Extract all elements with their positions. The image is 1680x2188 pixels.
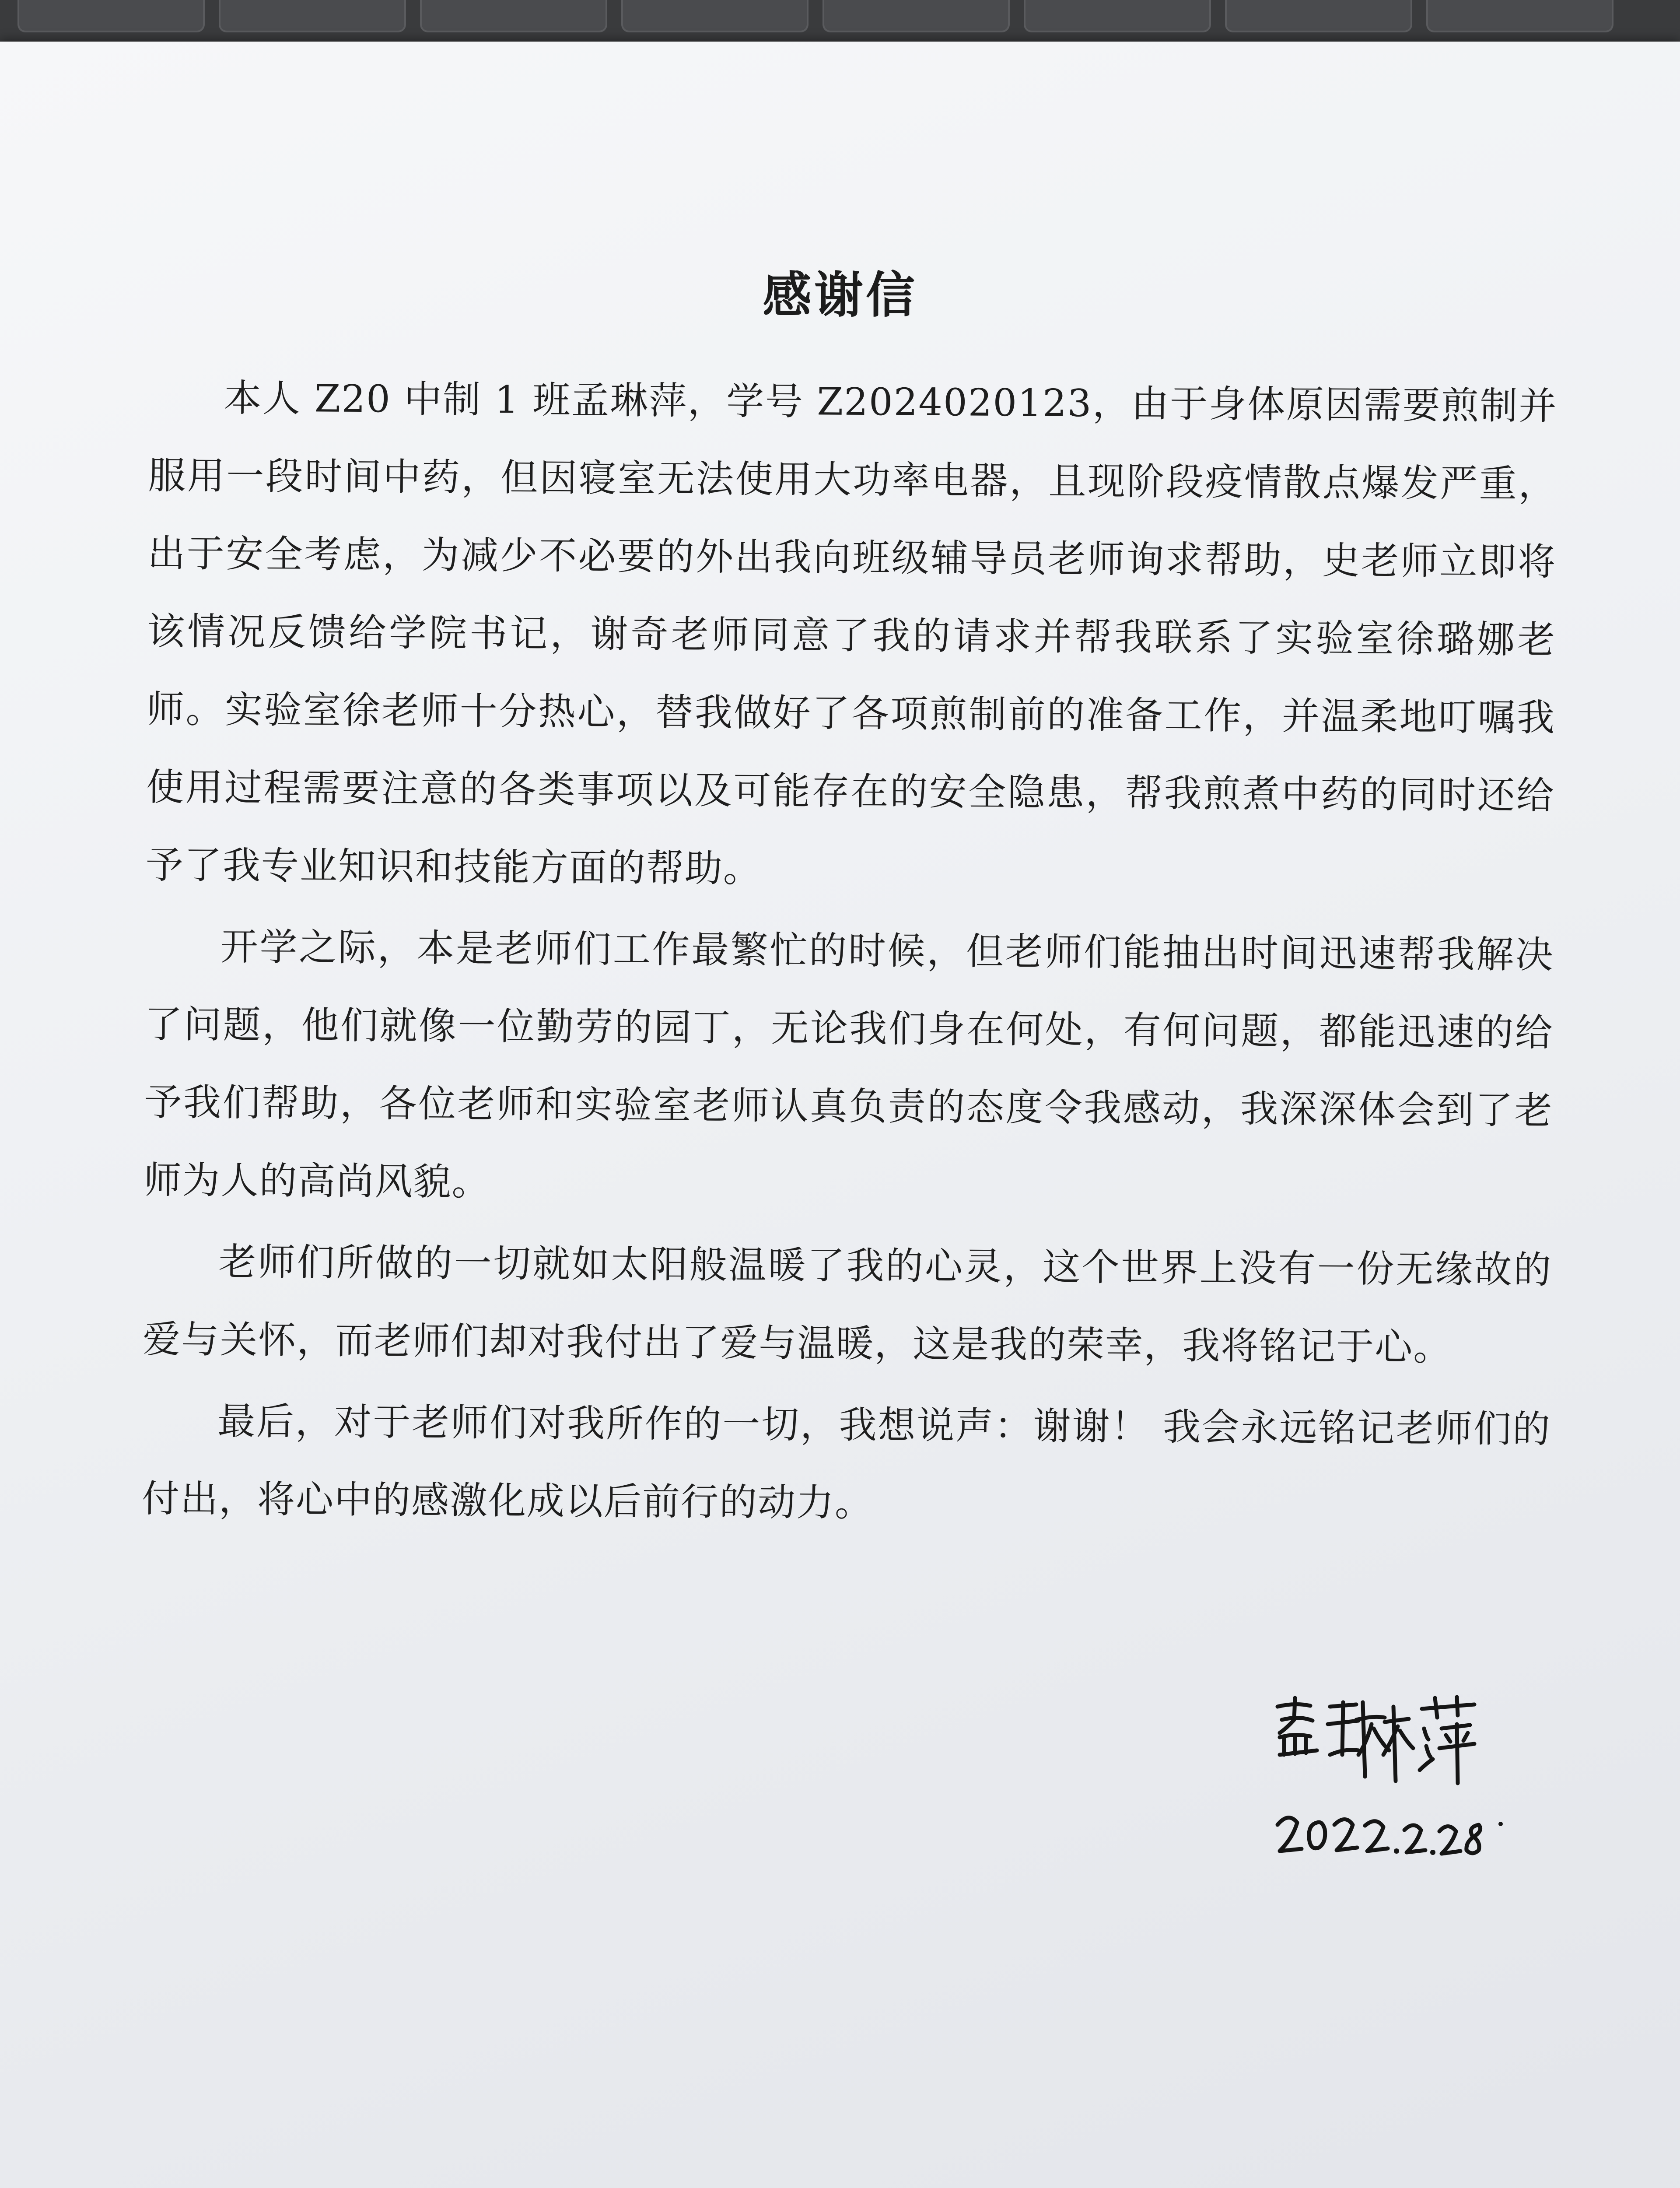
letter-title: 感谢信 — [763, 267, 917, 324]
handwritten-signature-name — [1269, 1689, 1479, 1790]
keyboard-key — [219, 0, 406, 32]
keyboard-key — [18, 0, 205, 32]
keyboard-key — [621, 0, 808, 32]
keyboard-key — [1024, 0, 1211, 32]
keyboard-key — [1225, 0, 1412, 32]
letter-body — [141, 359, 1557, 1550]
keyboard-key — [420, 0, 607, 32]
keyboard-key — [1426, 0, 1614, 32]
handwritten-signature-date — [1273, 1790, 1518, 1869]
keyboard-key — [822, 0, 1010, 32]
letter-paragraph: 老师们所做的一切就如太阳般温暖了我的心灵，这个世界上没有一份无缘故的爱与关怀，而老师们却对我付出了爱与温暖，这是我的荣幸，我将铭记于心。 — [143, 1240, 1552, 1370]
letter-paragraph: 开学之际，本是老师们工作最繁忙的时候，但老师们能抽出时间迅速帮我解决了问题，他们就像一位勤劳的园丁，无论我们身在何处，有何问题，都能迅速的给予我们帮助，各位老师和实验室老师认真负责的态度令我感动，我深深体会到了老师为人的高尚风貌。 — [144, 925, 1554, 1204]
letter-paragraph: 本人 Z20 中制 1 班孟琳萍，学号 Z2024020123，由于身体原因需要煎制并服用一段时间中药，但因寝室无法使用大功率电器，且现阶段疫情散点爆发严重，出于安全考虑，为减少不必要的外出我向班级辅导员老师询求帮助，史老师立即将该情况反馈给学院书记，谢奇老师同意了我的请求并帮我联系了实验室徐璐娜老师。实验室徐老师十分热心，替我做好了各项煎制前的准备工作，并温柔地叮嘱我使用过程需要注意的各类事项以及可能存在的安全隐患，帮我煎煮中药的同时还给予了我专业知识和技能方面的帮助。 — [145, 376, 1558, 891]
letter-paragraph: 最后，对于老师们对我所作的一切，我想说声：谢谢！ 我会永远铭记老师们的付出，将心中的感激化成以后前行的动力。 — [141, 1399, 1551, 1525]
